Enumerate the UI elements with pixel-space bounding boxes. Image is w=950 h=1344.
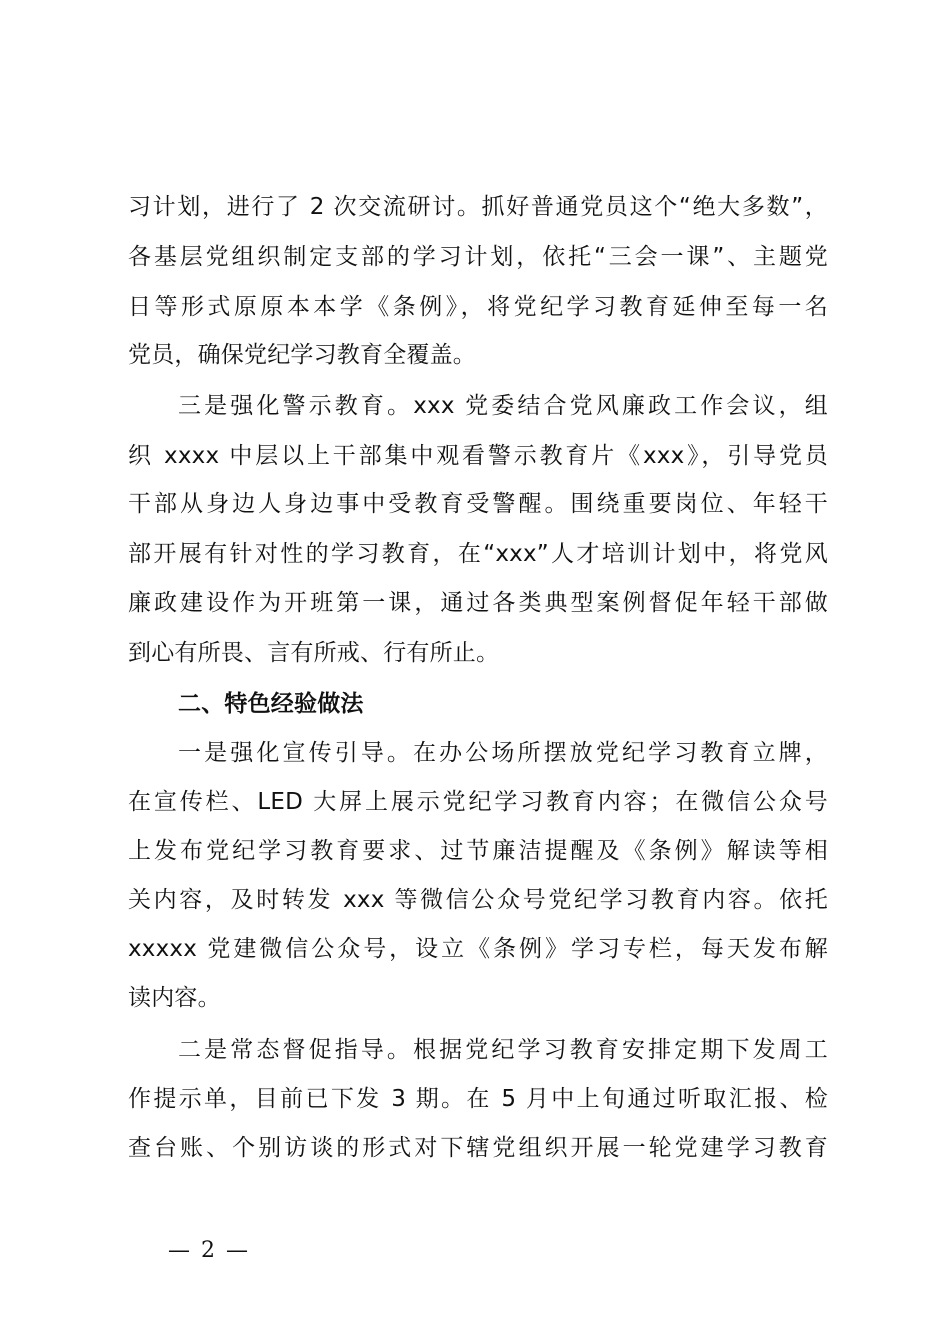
body-line: 党员，确保党纪学习教育全覆盖。 [128,342,476,368]
paragraph-first-line: 一是强化宣传引导。在办公场所摆放党纪学习教育立牌， [178,740,828,766]
body-line: 读内容。 [128,985,221,1011]
body-line: 干部从身边人身边事中受教育受警醒。围绕重要岗位、年轻干 [128,491,828,517]
body-line: 到心有所畏、言有所戒、行有所止。 [128,640,500,666]
section-heading: 二、特色经验做法 [178,691,364,717]
body-line: 习计划，进行了 2 次交流研讨。抓好普通党员这个“绝大多数”， [128,194,828,220]
body-line: 上发布党纪学习教育要求、过节廉洁提醒及《条例》解读等相 [128,838,828,864]
body-line: 廉政建设作为开班第一课，通过各类典型案例督促年轻干部做 [128,590,828,616]
page-number: — 2 — [168,1238,250,1263]
body-line: 日等形式原原本本学《条例》，将党纪学习教育延伸至每一名 [128,294,828,320]
body-line: 织 xxxx 中层以上干部集中观看警示教育片《xxx》，引导党员 [128,443,828,469]
body-line: 作提示单，目前已下发 3 期。在 5 月中上旬通过听取汇报、检 [128,1086,828,1112]
body-line: 各基层党组织制定支部的学习计划，依托“三会一课”、主题党 [128,244,828,270]
body-line: 在宣传栏、LED 大屏上展示党纪学习教育内容；在微信公众号 [128,789,828,815]
body-line: 部开展有针对性的学习教育，在“xxx”人才培训计划中，将党风 [128,541,828,567]
body-line: xxxxx 党建微信公众号，设立《条例》学习专栏，每天发布解 [128,936,828,962]
paragraph-first-line: 二是常态督促指导。根据党纪学习教育安排定期下发周工 [178,1037,828,1063]
paragraph-first-line: 三是强化警示教育。xxx 党委结合党风廉政工作会议，组 [178,393,828,419]
body-line: 查台账、个别访谈的形式对下辖党组织开展一轮党建学习教育 [128,1135,828,1161]
body-line: 关内容，及时转发 xxx 等微信公众号党纪学习教育内容。依托 [128,887,828,913]
